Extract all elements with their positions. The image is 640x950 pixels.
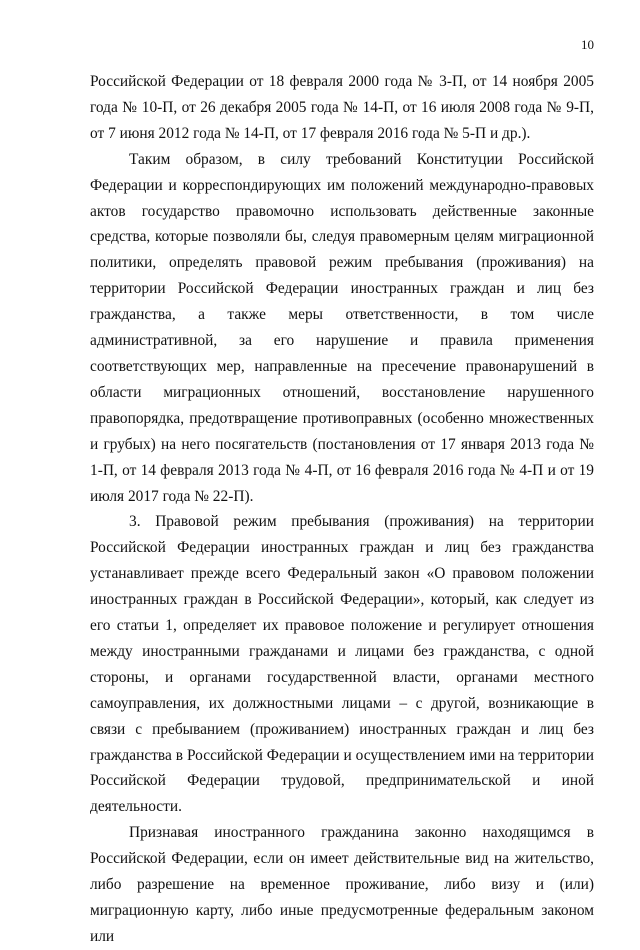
page-number: 10 [581, 37, 594, 52]
paragraph-recognizing-legal-presence: Признавая иностранного гражданина законно находящимся в Российской Федерации, если он имеет действительные вид на жительство, либо разрешение на временное проживание, либо визу и (или) миграционную карту, либо иные предусмотренные федеральным законом или [90, 824, 594, 945]
document-body [90, 69, 594, 950]
paragraph-3-legal-regime: 3. Правовой режим пребывания (проживания) на территории Российской Федерации иностранных граждан и лиц без гражданства устанавливает прежде всего Федеральный закон «О правовом положении иностранных граждан в Российской Федерации», который, как следует из его статьи 1, определяет их правовое положение и регулирует отношения между иностранными гражданами и лицами без гражданства, с одной стороны, и органами государственной власти, органами местного самоуправления, их должностными лицами – с другой, возникающие в связи с пребыванием (проживанием) иностранных граждан и лиц без гражданства в Российской Федерации и осуществлением ими на территории Российской Федерации трудовой, предпринимательской и иной деятельности. [90, 513, 594, 816]
paragraph-constitutional-requirements: Таким образом, в силу требований Конституции Российской Федерации и корреспондирующих им положений международно-правовых актов государство правомочно использовать действенные законные средства, которые позволяли бы, следуя правомерным целям миграционной политики, определять правовой режим пребывания (проживания) на территории Российской Федерации иностранных граждан и лиц без гражданства, а также меры ответственности, в том числе административной, за его нарушение и правила применения соответствующих мер, направленные на пресечение правонарушений в области миграционных отношений, восстановление нарушенного правопорядка, предотвращение противоправных (особенно множественных и грубых) на него посягательств (постановления от 17 января 2013 года № 1-П, от 14 февраля 2013 года № 4-П, от 16 февраля 2016 года № 4-П и от 19 июля 2017 года № 22-П). [90, 150, 594, 505]
paragraph-continuation: Российской Федерации от 18 февраля 2000 года № 3-П, от 14 ноября 2005 года № 10-П, от 26 декабря 2005 года № 14-П, от 16 июля 2008 года № 9-П, от 7 июня 2012 года № 14-П, от 17 февраля 2016 года № 5-П и др.). [90, 73, 594, 142]
